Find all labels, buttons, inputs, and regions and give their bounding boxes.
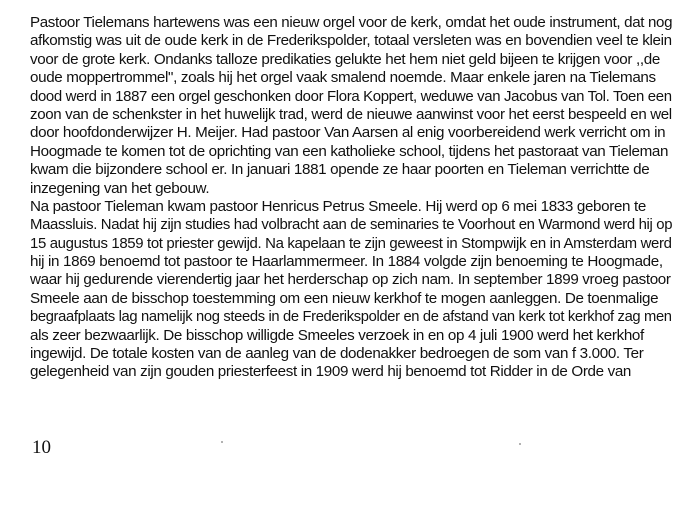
text-line: zoon van de schenkster in het huwelijk trad, werd de nieuwe aanwinst voor het eerst bespeeld en wel [30, 105, 672, 123]
text-line: door hoofdonderwijzer H. Meijer. Had pastoor Van Aarsen al enig voorbereidend werk verricht om in [30, 124, 666, 142]
text-line: Maassluis. Nadat hij zijn studies had volbracht aan de seminaries te Voorhout en Warmond werd hij op [30, 216, 673, 234]
text-line: afkomstig was uit de oude kerk in de Frederikspolder, totaal versleten was en bovendien veel te klein [30, 32, 672, 50]
text-line: inzegening van het gebouw. [30, 179, 210, 197]
text-line: begraafplaats lag namelijk nog steeds in de Frederikspolder en de afstand van kerk tot kerkhof zag men [30, 308, 672, 326]
text-line: waar hij gedurende vierendertig jaar het herderschap op zich nam. In september 1899 vroeg pastoor [30, 271, 671, 289]
body-text [30, 14, 672, 382]
text-line: dood werd in 1887 een orgel geschonken door Flora Koppert, weduwe van Jacobus van Tol. Toen een [30, 87, 672, 105]
text-line: hij in 1869 benoemd tot pastoor te Haarlammermeer. In 1884 volgde zijn benoeming te Hoogmade, [30, 253, 663, 271]
paragraph-pastor-smeele [30, 198, 672, 382]
text-line: Smeele aan de bisschop toestemming om een nieuw kerkhof te mogen aanleggen. De toenmalige [30, 289, 659, 307]
text-line: Na pastoor Tieleman kwam pastoor Henricus Petrus Smeele. Hij werd op 6 mei 1833 geboren te [30, 197, 646, 215]
text-line: 15 augustus 1859 tot priester gewijd. Na kapelaan te zijn geweest in Stompwijk en in Amsterdam werd [30, 234, 672, 252]
paragraph-organ-and-school [30, 14, 672, 198]
text-line: voor de grote kerk. Ondanks talloze predikaties gelukte het hem niet geld bijeen te krijgen voor ,,de [30, 50, 660, 68]
text-line: Pastoor Tielemans hartewens was een nieuw orgel voor de kerk, omdat het oude instrument, dat nog [30, 14, 673, 31]
text-line: Hoogmade te komen tot de oprichting van een katholieke school, tijdens het pastoraat van Tieleman [30, 142, 669, 160]
page-number: 10 [32, 437, 51, 458]
scan-speck [519, 443, 521, 445]
text-line: gelegenheid van zijn gouden priesterfeest in 1909 werd hij benoemd tot Ridder in de Orde van [30, 363, 632, 381]
text-line: oude moppertrommel", zoals hij het orgel vaak smalend noemde. Maar enkele jaren na Tielemans [30, 69, 656, 87]
text-line: kwam die bijzondere school er. In januari 1881 opende ze haar poorten en Tieleman verrichtte de [30, 161, 650, 179]
text-line: als zeer bezwaarlijk. De bisschop willigde Smeeles verzoek in en op 4 juli 1900 werd het kerkhof [30, 326, 644, 344]
text-line: ingewijd. De totale kosten van de aanleg van de dodenakker bedroegen de som van f 3.000. Ter [30, 345, 644, 363]
scan-speck [221, 441, 223, 443]
